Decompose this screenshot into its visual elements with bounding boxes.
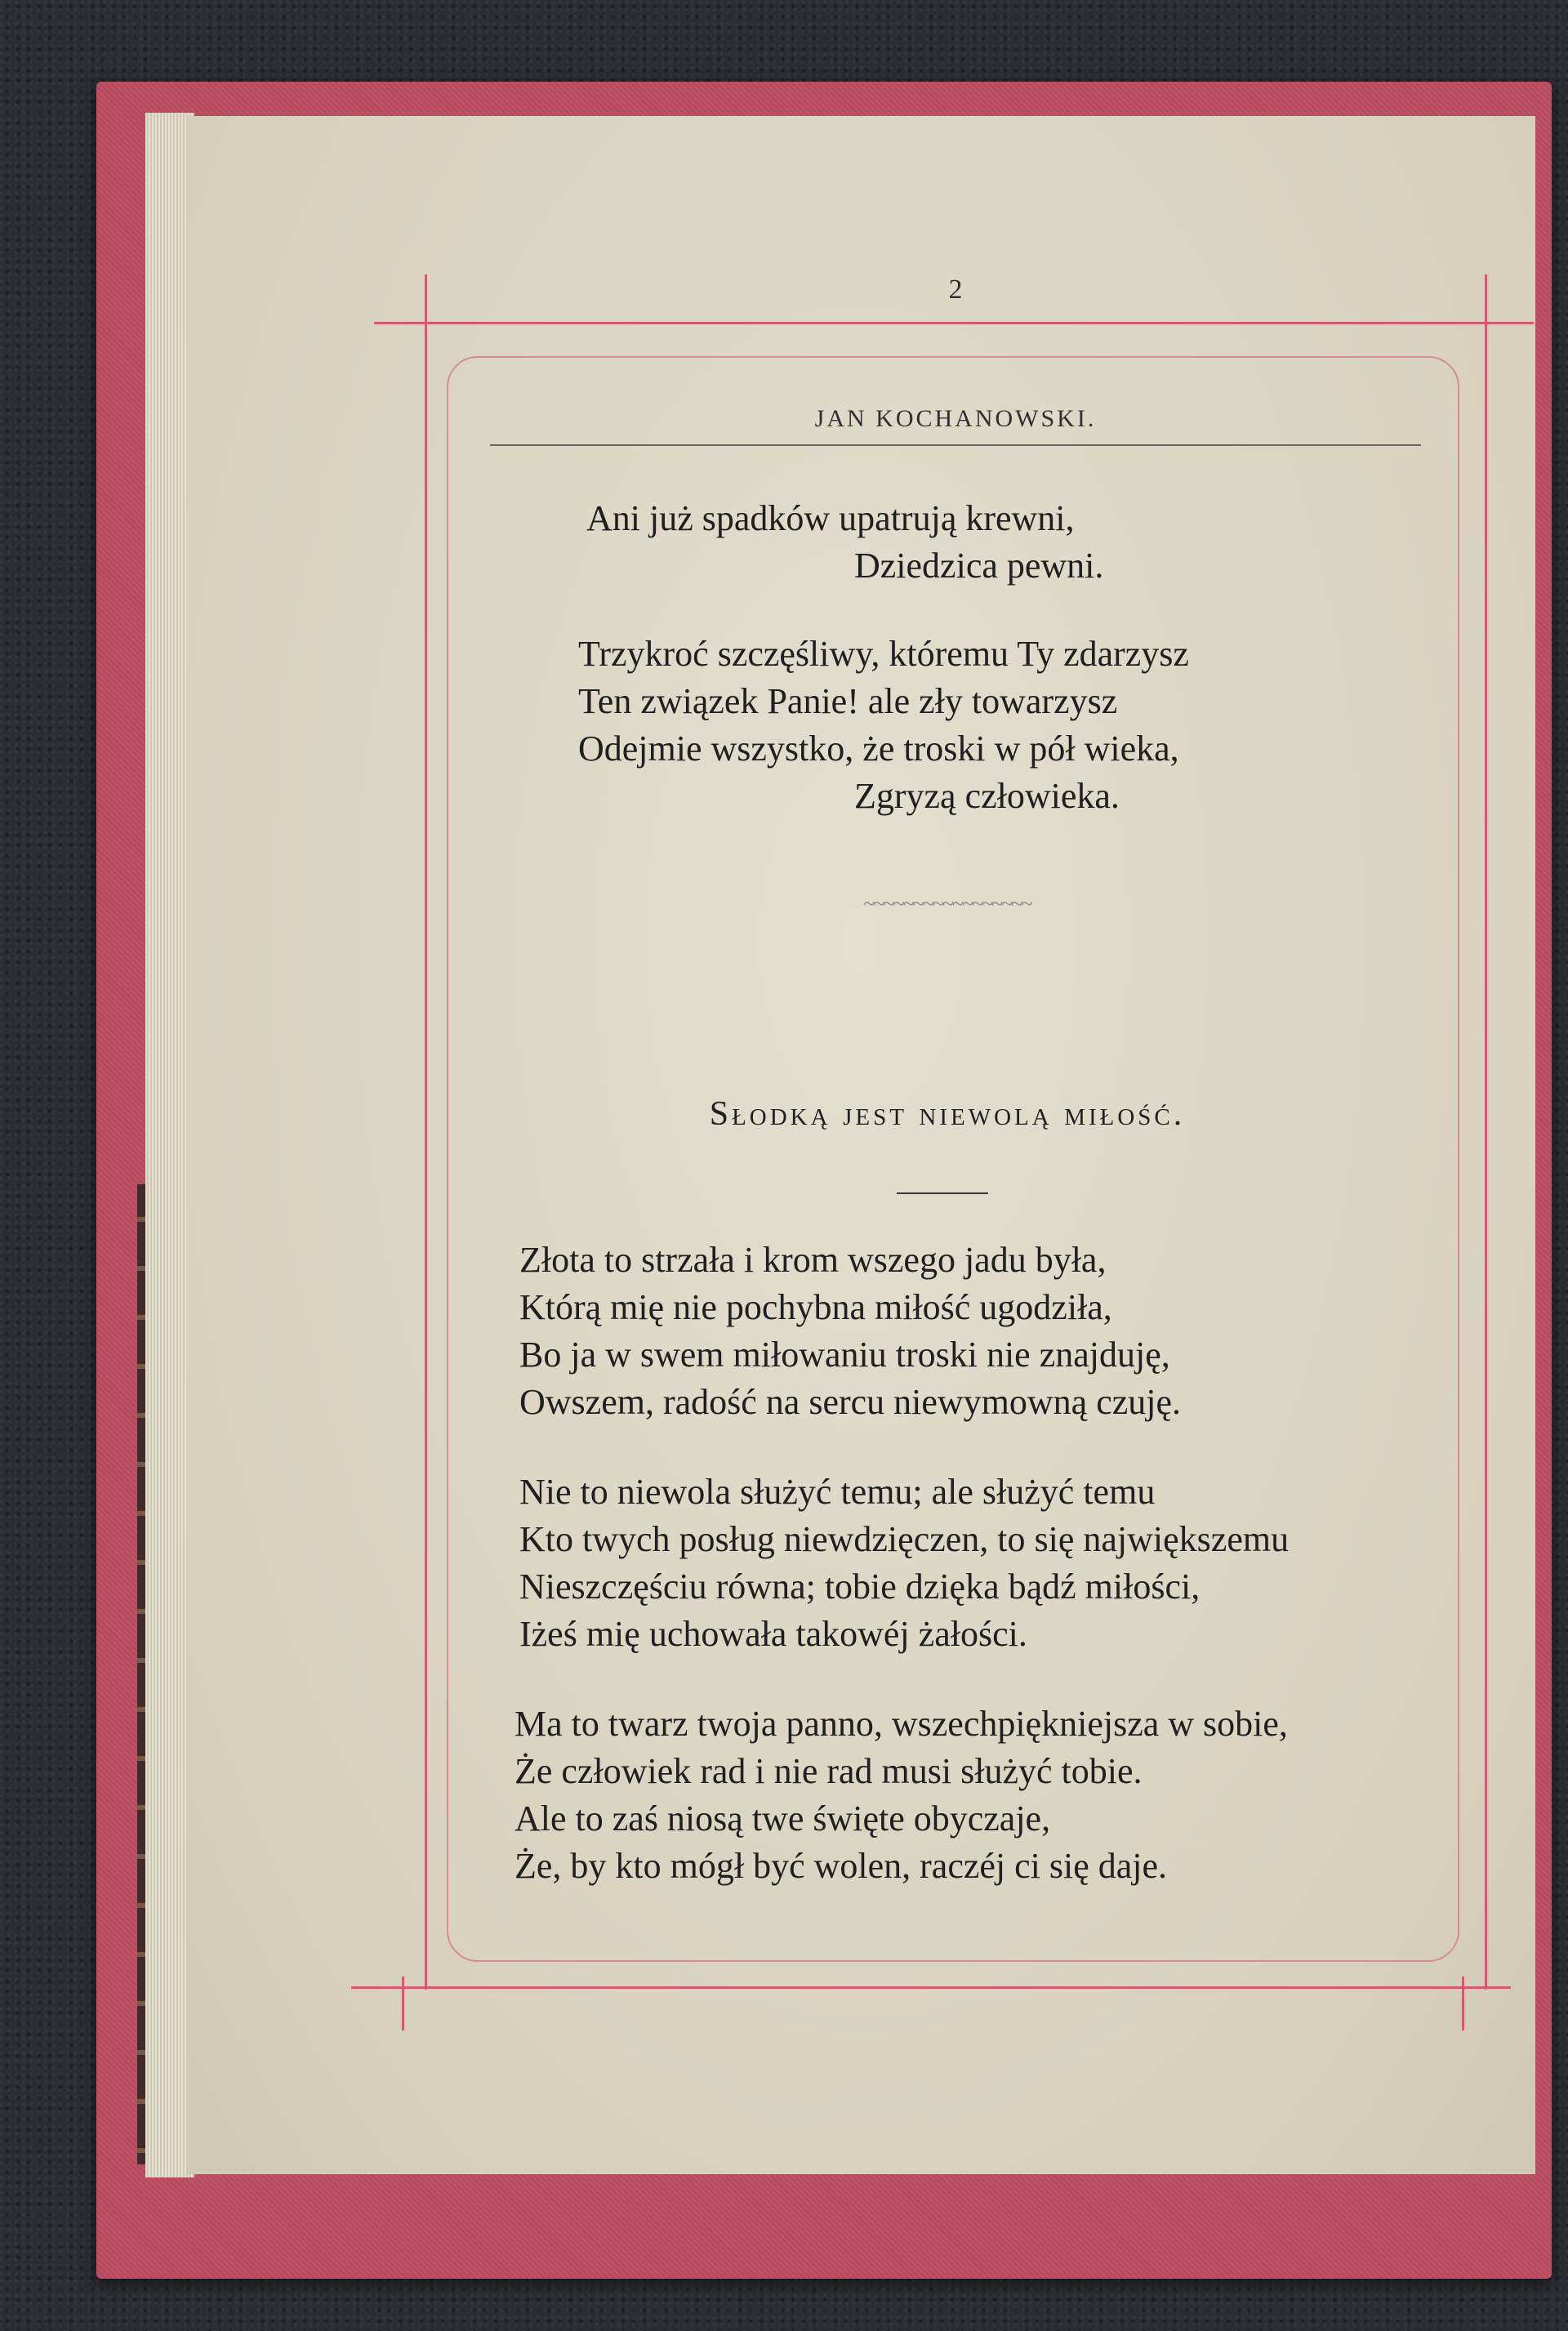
- running-head-rule: [490, 444, 1421, 446]
- verse-line: Iżeś mię uchowała takowéj żałości.: [519, 1614, 1027, 1654]
- poem-title: Słodką jest niewolą miłość.: [709, 1095, 1186, 1133]
- red-rule-top: [374, 322, 1534, 324]
- verse-line: Ani już spadków upatrują krewni,: [586, 498, 1075, 538]
- verse-line: Ma to twarz twoja panno, wszechpiękniejsza w sobie,: [514, 1704, 1288, 1744]
- running-head: JAN KOCHANOWSKI.: [814, 405, 1097, 432]
- verse-line: Którą mię nie pochybna miłość ugodziła,: [519, 1287, 1112, 1327]
- verse-line: Trzykroć szczęśliwy, któremu Ty zdarzysz: [578, 634, 1189, 674]
- red-rule-left: [425, 274, 427, 1990]
- red-rule-bottom: [351, 1986, 1511, 1989]
- verse-line: Że, by kto mógł być wolen, raczéj ci się daje.: [514, 1846, 1168, 1886]
- page-number: 2: [948, 274, 963, 305]
- red-rule-right: [1485, 274, 1487, 1990]
- verse-line: Owszem, radość na sercu niewymowną czuję.: [519, 1382, 1182, 1422]
- title-rule: [897, 1192, 988, 1194]
- verse-line: Bo ja w swem miłowaniu troski nie znajduję,: [519, 1335, 1170, 1375]
- section-ornament: ~~~~~~~~~~~~~~~~~: [863, 892, 1031, 916]
- verse-line: Zgryzą człowieka.: [854, 776, 1120, 816]
- verse-line: Nieszczęściu równa; tobie dzięka bądź miłości,: [519, 1567, 1200, 1607]
- verse-line: Odejmie wszystko, że troski w pół wieka,: [578, 729, 1179, 769]
- verse-line: Ten związek Panie! ale zły towarzysz: [578, 681, 1118, 721]
- verse-line: Nie to niewola służyć temu; ale służyć temu: [519, 1472, 1156, 1512]
- verse-line: Złota to strzała i krom wszego jadu była,: [519, 1240, 1107, 1280]
- red-rule-left-foot: [402, 1977, 404, 2030]
- verse-line: Że człowiek rad i nie rad musi służyć tobie.: [514, 1751, 1143, 1791]
- red-rule-right-foot: [1462, 1977, 1464, 2030]
- verse-line: Dziedzica pewni.: [854, 546, 1104, 586]
- verse-line: Kto twych posług niewdzięczen, to się największemu: [519, 1519, 1290, 1559]
- verse-line: Ale to zaś niosą twe święte obyczaje,: [514, 1798, 1051, 1839]
